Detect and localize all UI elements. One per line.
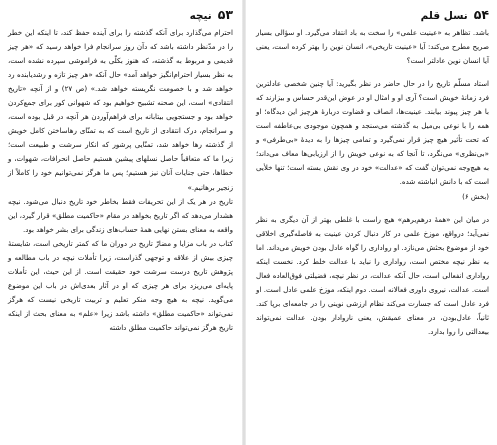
left-page-body: [8, 26, 233, 335]
left-page-header: [8, 7, 233, 22]
left-page: [0, 0, 240, 445]
section-reference: (بخش ۶): [462, 192, 489, 201]
left-page-number: ۵۳: [217, 7, 233, 22]
right-paragraph-1: باشد. تظاهر به «عینیت علمی» را سخت به باد انتقاد می‌گیرد. او سؤالی بسیار صریح مطرح می‌کند: آیا «عینیت تاریخی»، انسان نوین را بهتر کرده است، یعنی آیا انسان نوین عادلتر است؟: [256, 28, 489, 66]
right-page-header: [256, 7, 489, 22]
right-paragraph-3: در میان این «همهٔ درهم‌برهم» هیچ راست با غلطی بهتر از آن دیگری به نظر نمی‌آید؛ درواقع، موزخ علمی در کار دنبال کردن عینیت به فاصله‌گیری اخلاقی خود از موضوع بحثش می‌نازد. او رواداری را گواه عادل بودن خویش می‌داند. اما به نظر نیچه مختص است، رواداری را نباید با عدالت خلط کرد. نخست اینکه رواداری انفعالی است، حال آنکه عدالت، در نظر نیچه، فضیلتی فوق‌العاده فعال است. عدالت، نیروی داوری فعالانه است. دوم اینکه، موزخ علمی عادل است. او فرد عادل است که جسارت می‌کند نظام ارزشی نوینی را در جامعه‌ای برپا کند. ثانیاً، عادل‌بودن، در معنای عمیقش، یعنی ناروادار بودن. عدالت نمی‌تواند بیعدالتی را روا بدارد.: [256, 214, 489, 336]
paragraph-gap: [256, 68, 489, 77]
right-block-quote: استاد مسلّم تاریخ را در حال حاضر در نظر بگیرید: آیا چنین شخصی عادلترین فرد زمانهٔ خویش است؟ آری او و امثال او در عوض این‌قدر حساس و بیزارند که با هر چیز پیوند بیابند. عینیت‌ها، انصاف و قضاوت دربارهٔ هرچیز این دیدگاه؛ او همه را با نوعی بی‌میل به گذشته می‌سنجد و همچون موجودی بی‌عاطفه است که تحت تأثیر هیچ چیز قرار نمی‌گیرد و تمامی چیزها را به دیدهٔ «بی‌طرفی» و «بی‌نظری» می‌نگرد، تا آنجا که به نوعی خویش را از ارزیابی‌ها معاف می‌داند؛ به هیچ‌وجه نمی‌توان گفت که «عدالت» خود در وی نقش بسته است؛ تنها خلأیی است که با دانش انباشته شده.: [256, 79, 489, 187]
right-header-title: نسل قلم: [420, 10, 468, 22]
book-gutter: [242, 0, 246, 445]
right-page-body: [256, 26, 489, 339]
left-header-title: نیچه: [189, 10, 212, 22]
left-paragraph-2: تاریخ در هر یک از این تحریفات فقط بخاطر خود تاریخ دنبال می‌شود. نیچه هشدار می‌دهد که اگر تاریخ بخواهد در مقام «حاکمیت مطلق» قرار گیرد، این واقعه به معنای بستن نهایی همهٔ حساب‌های زندگی برای بشر خواهد بود.: [8, 196, 233, 234]
left-paragraph-3: کتاب در باب مزایا و مضارّ تاریخ در دوران ما که کمتر تاریخی است، شایستهٔ چیزی بیش از علاقه و توجهی گذراست، زیرا تأملات نیچه در باب مطالعه و پژوهش تاریخ درست سرشت خود حقیقت است. از این حیث، این تأملات پایه‌ای می‌ریزد برای هر چیزی که او در آثار بعدی‌اش در باب این موضوع می‌گوید. نیچه به هیچ وجه منکر تعلیم و تربیت تاریخی نیست که هرگز نمی‌تواند «حاکمیت مطلق» داشته باشد زیرا «علم» به معنای بحث از اینکه تاریخ هرگز نمی‌تواند حاکمیت مطلق داشته: [8, 238, 233, 332]
right-page: [248, 0, 497, 445]
left-paragraph-1: احترام می‌گذارد برای آنکه گذشته را برای آینده حفظ کند، تا اینکه این خطر را در مدّنظر داشته باشد که دآن روز سرانجام فرا خواهد رسید که «هر چیز قدیمی و مربوط به گذشته، که هنوز بکلّی به فراموشی سپرده نشده است، به نظر بسیار احترام‌انگیز خواهد آمد» حال آنکه «هر چیز تازه و رشدیابنده رد خواهد شد و با خصومت نگریسته خواهد شد.» (ص ۲۷) و از آنچه «تاریخ انتقادی» است، این صحنه تشبیح خواهیم بود که شهوانی کور برای جمع‌کردن خواهد بود و جستجویی بیتابانه برای فراهم‌آوردن هر آنچه در قبل بوده است، و سرانجام، درک انتقادی از تاریخ است که به تمنّای رهاساختن کامل خویش از گذشته رها خواهد شد، تمنّایی پرشور که انکار سرشت و طبیعت است؛ زیرا ما که متعاقباً حاصل نسلهای پیشین هستیم حاصل انحرافات، شهوات، و خطاها، حتی جنایات آنان نیز هستیم؛ پس ما هرگز نمی‌توانیم خود را کاملاً از زنجیر برهانیم.»: [8, 28, 233, 192]
paragraph-gap: [256, 204, 489, 213]
right-page-number: ۵۴: [473, 7, 489, 22]
